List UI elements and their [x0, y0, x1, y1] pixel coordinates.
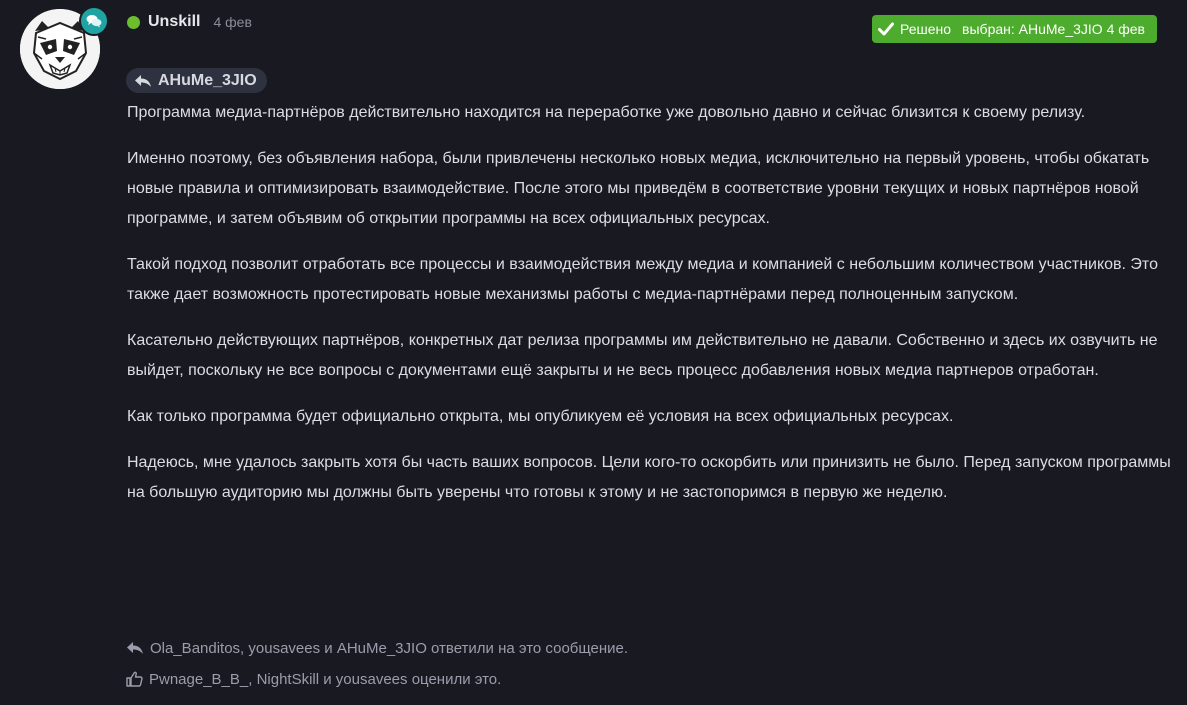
post-paragraph: Программа медиа-партнёров действительно находится на переработке уже довольно давно и сейчас близится к своему релизу. [127, 104, 1086, 121]
solved-badge[interactable] [872, 15, 1157, 43]
reply-to-name: AHuMe_3JIO [158, 71, 257, 89]
post-date[interactable]: 4 фев [213, 14, 252, 30]
post-paragraph: Касательно действующих партнёров, конкретных дат релиза программы им действительно не давали. Собственно и здесь их озвучить не выйдет, поскольку не все вопросы с документами ещё закрыты и не весь процесс добавления новых медиа партнеров отработан. [127, 332, 1158, 379]
post-body [127, 98, 1177, 524]
solution-chosen-text: выбран: AHuMe_3JIO 4 фев [962, 21, 1145, 37]
chat-bubbles-icon [79, 6, 109, 36]
replies-summary [126, 637, 628, 659]
post-paragraph: Именно поэтому, без объявления набора, были привлечены несколько новых медиа, исключительно на первый уровень, чтобы обкатать новые правила и оптимизировать взаимодействие. После этого мы приведём в соответствие уровни текущих и новых партнёров новой программе, и затем объявим об открытии программы на всех официальных ресурсах. [127, 150, 1150, 227]
post-paragraph: Такой подход позволит отработать все процессы и взаимодействия между медиа и компанией с небольшим количеством участников. Это также дает возможность протестировать новые механизмы работы с медиа-партнёрами перед полноценным запуском. [127, 256, 1158, 303]
reactions-summary [126, 668, 501, 690]
author-name[interactable]: Unskill [148, 13, 201, 30]
reply-to-chip[interactable] [126, 68, 267, 93]
online-status-dot [127, 16, 140, 29]
reply-arrow-icon [126, 641, 144, 655]
check-icon [878, 22, 894, 36]
reactions-summary-text[interactable]: Pwnage_B_B_, NightSkill и yousavees оценили это. [149, 670, 502, 688]
reply-arrow-icon [134, 74, 152, 88]
solved-label: Решено [900, 21, 952, 37]
post-paragraph: Как только программа будет официально открыта, мы опубликуем её условия на всех официальных ресурсах. [127, 408, 954, 425]
replies-summary-text[interactable]: Ola_Banditos, yousavees и AHuMe_3JIO ответили на это сообщение. [150, 639, 629, 657]
post-header [127, 12, 252, 32]
post-paragraph: Надеюсь, мне удалось закрыть хотя бы часть ваших вопросов. Цели кого-то оскорбить или принизить не было. Перед запуском программы на большую аудиторию мы должны быть уверены что готовы к этому и не застопоримся в первую же неделю. [127, 454, 1171, 501]
thumbs-up-icon [126, 671, 143, 687]
